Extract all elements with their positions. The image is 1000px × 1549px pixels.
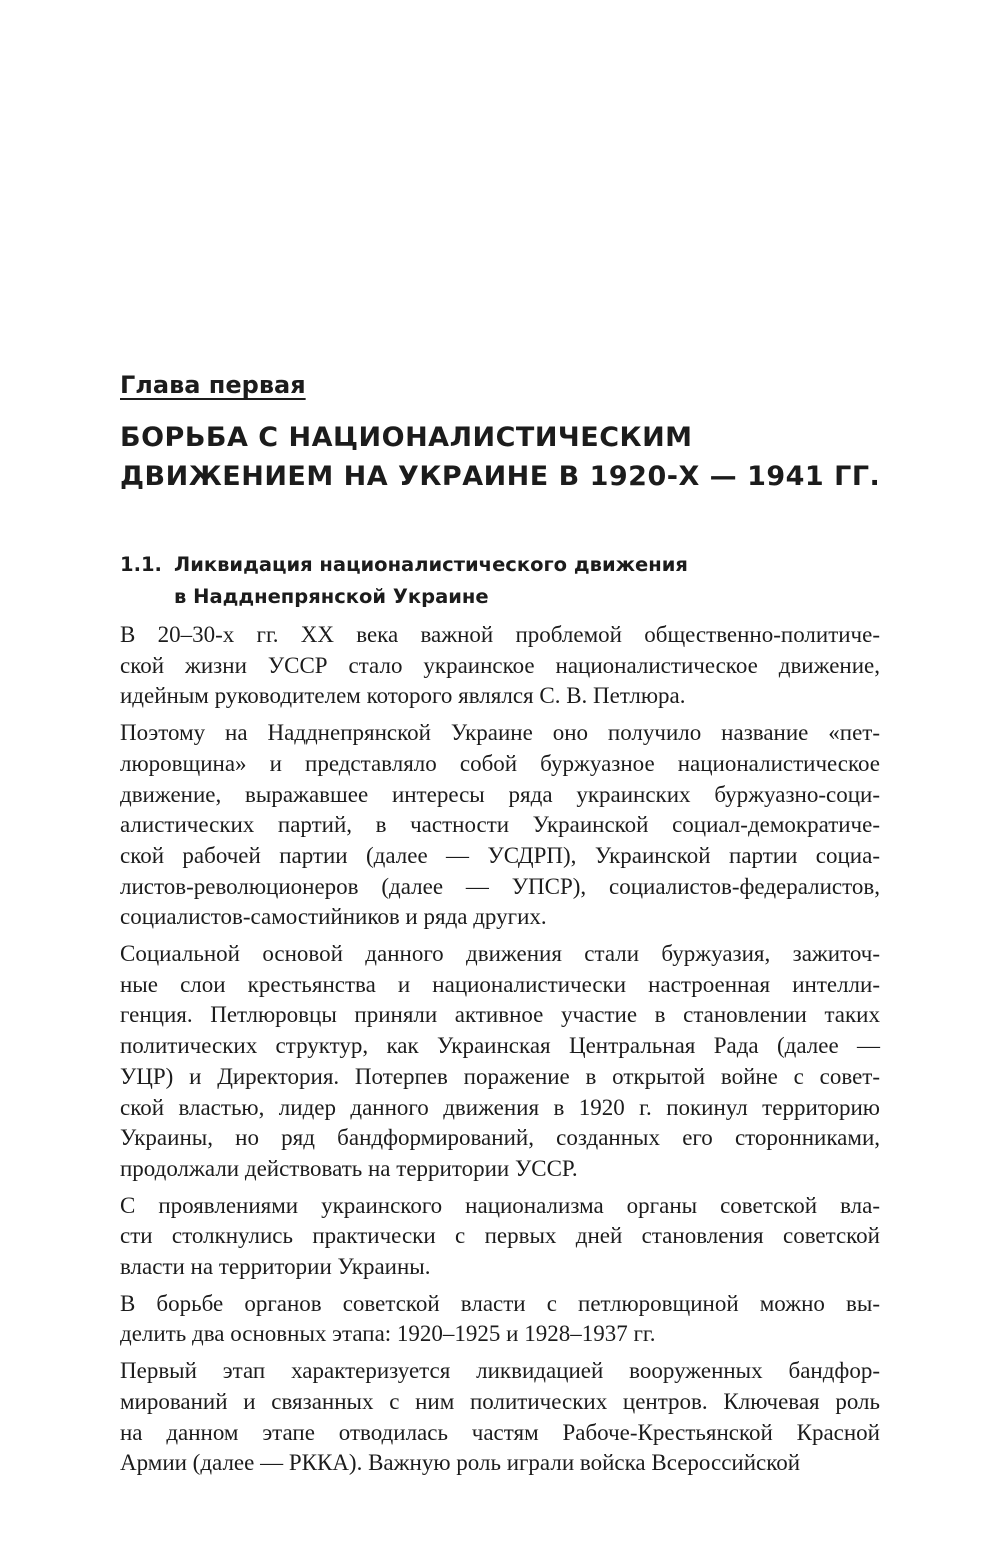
text-line: ные слои крестьянства и националистически настроенная интелли- [120,971,880,997]
text-line: ской властью, лидер данного движения в 1920 г. покинул территорию [120,1094,880,1120]
text-line: делить два основных этапа: 1920–1925 и 1928–1937 гг. [120,1321,656,1347]
text-line: люровщина» и представляло собой буржуазное националистическое [120,750,880,776]
text-line: генция. Петлюровцы приняли активное участие в становлении таких [120,1002,880,1028]
paragraph [120,939,880,1185]
paragraph [120,1191,880,1283]
paragraph [120,1289,880,1350]
text-line: Украины, но ряд бандформирований, созданных его сторонниками, [120,1125,880,1151]
text-line: движение, выражавшее интересы ряда украинских буржуазно-соци- [120,781,880,807]
chapter-title-line: ДВИЖЕНИЕМ НА УКРАИНЕ В 1920-Х — 1941 ГГ. [120,461,881,492]
text-line: Первый этап характеризуется ликвидацией вооруженных бандфор- [120,1358,880,1384]
chapter-title-line: БОРЬБА С НАЦИОНАЛИСТИЧЕСКИМ [120,422,693,453]
text-line: социалистов-самостийников и ряда других. [120,904,547,930]
text-line: власти на территории Украины. [120,1254,431,1280]
text-line: продолжали действовать на территории УССР. [120,1155,578,1181]
paragraph [120,1356,880,1479]
section-title-line: Ликвидация националистического движения [174,553,688,576]
text-line: ской рабочей партии (далее — УСДРП), Украинской партии социа- [120,842,880,868]
text-line: В борьбе органов советской власти с петлюровщиной можно вы- [120,1290,880,1316]
text-line: Поэтому на Надднепрянской Украине оно получило название «пет- [120,720,880,746]
text-line: С проявлениями украинского национализма органы советской вла- [120,1192,880,1218]
text-line: мирований и связанных с ним политических центров. Ключевая роль [120,1388,880,1414]
text-line: идейным руководителем которого являлся С. В. Петлюра. [120,683,686,709]
paragraph [120,718,880,933]
text-line: политических структур, как Украинская Центральная Рада (далее — [120,1033,880,1059]
text-line: ской жизни УССР стало украинское националистическое движение, [120,652,880,678]
section-heading [120,549,880,613]
text-line: на данном этапе отводилась частям Рабоче-Крестьянской Красной [120,1419,880,1445]
text-line: Социальной основой данного движения стали буржуазия, зажиточ- [120,941,880,967]
text-line: сти столкнулись практически с первых дней становления советской [120,1223,880,1249]
section-title-line: в Надднепрянской Украине [174,585,489,608]
text-line: УЦР) и Директория. Потерпев поражение в открытой войне с совет- [120,1063,880,1089]
chapter-title [120,418,900,496]
text-line: листов-революционеров (далее — УПСР), социалистов-федералистов, [120,873,880,899]
text-line: алистических партий, в частности Украинской социал-демократиче- [120,812,880,838]
body-text [120,620,880,1485]
paragraph [120,620,880,712]
section-number: 1.1. [120,553,162,576]
chapter-label: Глава первая [120,371,306,399]
text-line: Армии (далее — РККА). Важную роль играли войска Всероссийской [120,1450,801,1476]
text-line: В 20–30-х гг. XX века важной проблемой общественно-политиче- [120,622,880,647]
